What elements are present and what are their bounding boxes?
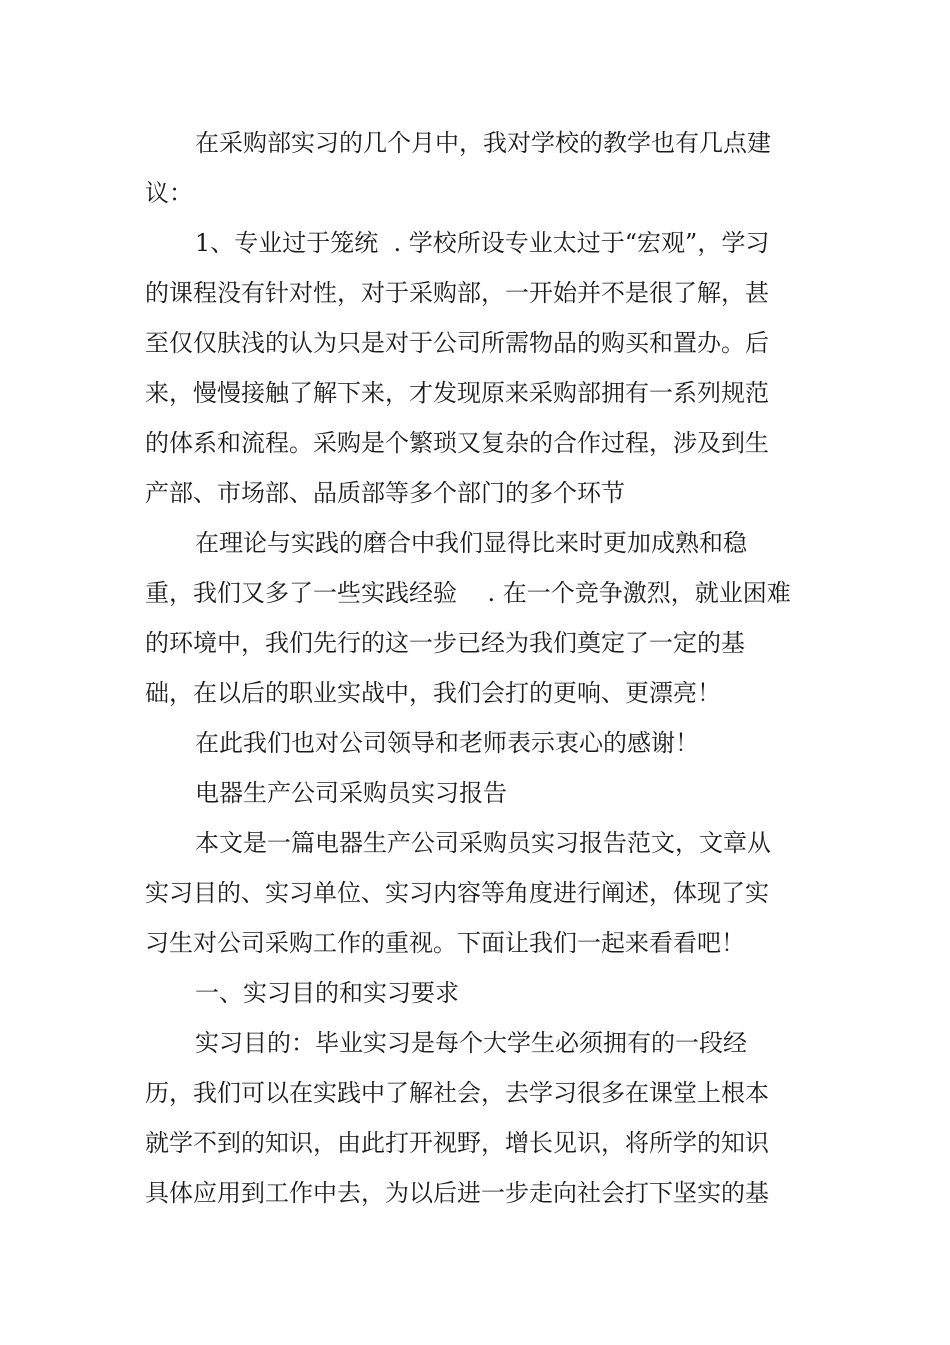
text-line: 实习目的：毕业实习是每个大学生必须拥有的一段经: [195, 1029, 747, 1057]
text-line: 在此我们也对公司领导和老师表示衷心的感谢！: [195, 729, 699, 757]
text-line: 在理论与实践的磨合中我们显得比来时更加成熟和稳: [195, 529, 747, 557]
text-line: 的课程没有针对性，对于采购部，一开始并不是很了解，甚: [145, 279, 769, 307]
section-heading: 一、实习目的和实习要求: [195, 979, 459, 1007]
text-line: 1、专业过于笼统 . 学校所设专业太过于“宏观”，学习: [195, 229, 770, 257]
text-line: 在采购部实习的几个月中，我对学校的教学也有几点建: [195, 129, 771, 157]
text-line: 习生对公司采购工作的重视。下面让我们一起来看看吧！: [145, 929, 745, 957]
text-line: 至仅仅肤浅的认为只是对于公司所需物品的购买和置办。后: [145, 329, 769, 357]
text-line: 来，慢慢接触了解下来，才发现原来采购部拥有一系列规范: [145, 379, 769, 407]
text-line: 的体系和流程。采购是个繁琐又复杂的合作过程，涉及到生: [145, 429, 769, 457]
text-line: 本文是一篇电器生产公司采购员实习报告范文，文章从: [195, 829, 771, 857]
text-line: 就学不到的知识，由此打开视野，增长见识，将所学的知识: [145, 1129, 769, 1157]
text-line: 础，在以后的职业实战中，我们会打的更响、更漂亮！: [145, 679, 721, 707]
text-line: 实习目的、实习单位、实习内容等角度进行阐述，体现了实: [145, 879, 769, 907]
heading-line: 电器生产公司采购员实习报告: [195, 779, 507, 807]
text-line: 重，我们又多了一些实践经验 . 在一个竞争激烈，就业困难: [145, 579, 791, 607]
text-line: 的环境中，我们先行的这一步已经为我们奠定了一定的基: [145, 629, 745, 657]
text-line: 历，我们可以在实践中了解社会，去学习很多在课堂上根本: [145, 1079, 769, 1107]
text-line: 议：: [145, 179, 193, 207]
text-line: 具体应用到工作中去，为以后进一步走向社会打下坚实的基: [145, 1179, 769, 1207]
text-line: 产部、市场部、品质部等多个部门的多个环节: [145, 479, 625, 507]
